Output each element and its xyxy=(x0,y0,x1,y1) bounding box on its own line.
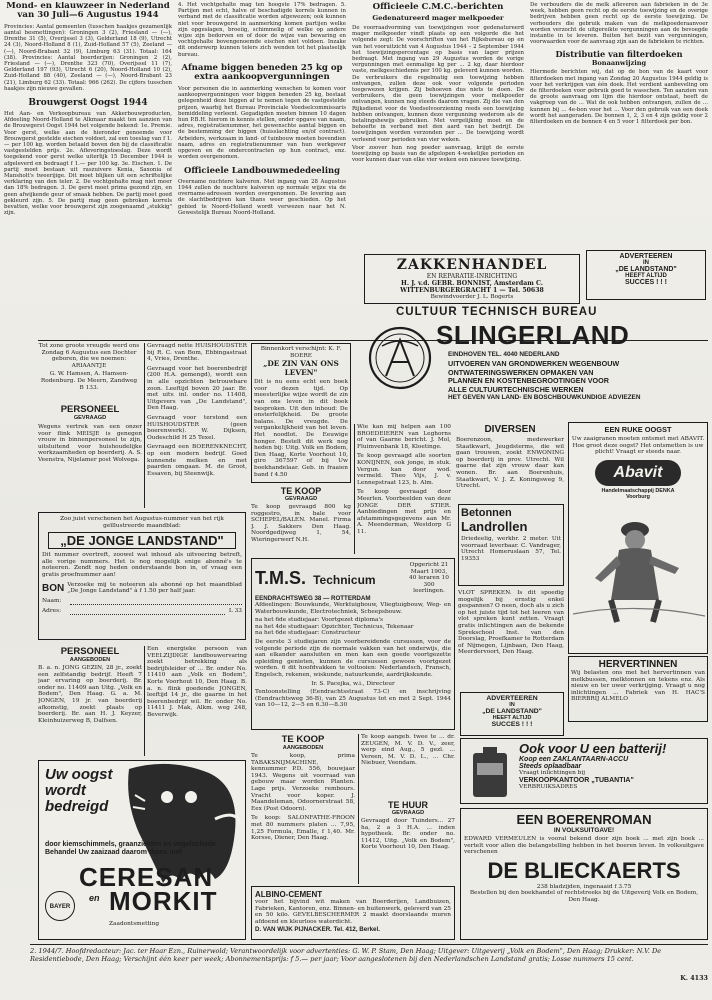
advert-adverteeren-top xyxy=(586,250,706,300)
batterij-title: Ook voor U een batterij! xyxy=(519,741,667,756)
landstand-title: „DE JONGE LANDSTAND" xyxy=(60,533,224,549)
advert-adverteeren-bottom xyxy=(460,692,564,736)
diversen-section xyxy=(456,424,564,502)
article-body-biggen: Voor personen die in aanmerking wenschen te komen voor aankoopvergunningen voor biggen beneden 25 kg, bestaat gelegenheid deze biggen af te nemen tegen de vastgestelde prijzen, waarbij het Bureau Provinciale Voedselcommissaris bemiddeling verleent. Gegadigden moeten binnen 10 dagen hun P.B.H. hierom in kennis stellen, onder opgave van naam, adres, registratienummer, het gewenschte aantal biggen en de bestemming der biggen (huisslachting en/of contract). Arbeiders, werkzaam in land- of tuinbouw moeten bovendien naam, adres en registratienummer van hun werkgever opgeven en de ondercontracten op hun contract, enz. worden overgenomen. xyxy=(178,86,346,161)
column-1 xyxy=(4,2,172,340)
te-koop-item: Te koop gevraagd 800 kg roggestro, in bale voor SCHEPEL/BALEN. Manel. Firma J. J. Sakkers Den Haag. Noordgedijweg 1, 54, Wieringerwerf N.H. xyxy=(251,504,351,543)
advert-jonge-landstand xyxy=(38,512,246,640)
vlot-spreken-text: VLOT SPREKEN. Is dit spoedig mogelijk bij ernstig enkel gespannen? O neen, doch als u zich op het juiste tijd tot het leeren van vlot spreken kunt zetten. Vraagt gratis inlichtingen aan de bekende Sprekschool Inst. van den Doorslag, Proefkamer te Rotterdam of Nijmegen, Lijnbaan, Den Haag, Meerdervoort, Den Haag. xyxy=(458,590,564,656)
tms-afdelingen: Afdeelingen: Bouwkunde, Werktuigbouw, Vliegtuigbouw, Weg- en Waterbouwkunde, Electrotechniek, Scheepsbouw. xyxy=(255,601,451,615)
ceresan-en: en xyxy=(89,893,100,903)
advert-cultuur-technisch-bureau xyxy=(356,306,708,420)
column-3 xyxy=(352,2,524,250)
bon-name-label: Naam: xyxy=(42,597,62,604)
batterij-sub: Koop een ZAKLANTAARN-ACCU xyxy=(519,756,629,763)
article-title-cmc: Officieele C.M.C.-berichten xyxy=(372,2,504,12)
binnenkort-body: Dit is nu eens echt een boek voor dezen tijd. Op meesterlijke wijze wordt de zin van ons leven in dit boek besproken. Uit den inhoud: De onsterfelijkheid. De groote balans. De vreugde. De vergankelijkheid van het leven. Het noodlot. De Eeuwige honger. Bestelt dit werk nog heden bij: Uitg. Volk en Bodem, Den Haag, Korte Voorhout 10, giro 367597 of bij Uw boekhandelaar. Geb. in fraaien band f 4.50 xyxy=(254,379,348,478)
cultuur-line: PLANNEN EN KOSTENBEGROOTINGEN VOOR xyxy=(448,376,609,386)
advert-tms-technicum xyxy=(251,558,455,730)
geboorte-names: G. W. Hamsen, A. Hamsen-Rodenburg. De Meern, Zandweg B 133. xyxy=(40,371,138,391)
abavit-top: EEN RUKE OOGST xyxy=(604,425,672,434)
article-body-cmc: De voorraadvorming van toewijzingen voor gedenatureerd mager melkpoeder vindt plaats op een volgorde die het volgende zegt: De voorschriften van het Rijksbureau op en van het vooruitzicht van 4 Augustus 1944 – 2 September 1944 het toewijzingspercentage op basis van lager prijzen bedraagt. Met ingang van 29 Augustus worden de vorige vergunningen met eenmalige kg per ... 2 kg, daar hierdoor vaste, melkgeschiedenis per 100 kg. geleverd kunnen worden. De verbruikers die regelmatig een toewijzing hebben ontvangen, zullen deze ook voor volgende perioden toegewezen krijgen. Zij behoeven dus niets te doen. De verbruikers, die geen toewijzingen voor melkpoeder ontvangen, kunnen nog steeds daarom vragen. Zij die van den Rijksdienst voor de Voedselvoorziening reeds een toewijzing hebben ontvangen, kunnen deze vergunning wederom als de betalingsbewijs gebruiken. Met vergelijking moet en de behoefte in verband met den aard van het bedrijf. De toewijzingen worden verzonden per ... De toewijzing wordt verleend voor perioden van vier weken. xyxy=(352,25,524,143)
tms-title: T.M.S. xyxy=(255,567,307,588)
landstand-body: Dit nummer overtreft, zoowel wat inhoud als uitvoering betreft, alle vorige nummers. Het is nog mogelijk enige abonné's te noteeren. Zendt nog heden onderstaande bon in, of vraag een gratis proefnummer aan! xyxy=(42,552,242,578)
adverteeren-succes: SUCCES ! ! ! xyxy=(625,279,667,286)
tms-diploma-2: na het 4de studiejaar: Opzichter, Technicus, Tekenaar xyxy=(255,623,414,630)
ceresan-small: Zaadontsmetting xyxy=(109,921,160,927)
cultuur-line: ALLE CULTUURTECHNISCHE WERKEN xyxy=(448,384,584,394)
advert-geboorte xyxy=(38,343,140,401)
abavit-maker: Handelmaatschappij DENKA xyxy=(601,487,675,494)
adverteeren2-heeft-altijd: HEEFT ALTIJD xyxy=(492,715,532,721)
footer-rule xyxy=(30,944,708,945)
advert-hervertinnen xyxy=(568,656,708,722)
konijnen-ad: Te koop gevraagd alle soorten KONIJNEN, ook jonge, in stuk. Vergun. kan door wod. vermeld. Theo Vijs, J. v. Lennepstraat 123, b. Alm. xyxy=(357,453,451,486)
albino-title: ALBINO-CEMENT xyxy=(255,890,323,899)
tms-director: Ir. S. Pacejka, w.i., Directeur xyxy=(311,680,395,687)
article-title-biggen: Afname biggen beneden 25 kg op extra aankoopvergunningen xyxy=(181,62,343,83)
tms-body: De eerste 3 studiejaren zijn voorbereidende cursussen, voor de volgende periode zijn de normale vakken van het onderwijs, die aan elkander aansluiten en men kan een goede voortgezette opleiding genieten, kunnen de cursussen gewoon voortgezet worden. 6 dit hoofdvakken te voltooien: Nederlandsch, Fransch, Engelsch, rekenen, wiskunde, natuurkunde, aardrijkskunde. xyxy=(255,638,451,678)
zakkenhandel-line4: Bewindvoerder J. L. Bogerts xyxy=(430,294,514,300)
betonnen-title: Betonnen xyxy=(461,507,512,519)
zakkenhandel-line3: WITTENBURGERGRACHT 1 — Tel. 50638 xyxy=(400,287,544,294)
article-body-mond-klauwzeer: Provincies: Aantal gemeenten (tusschen haakjes gezamenlijk aantal besmettingen): Groningen 3 (2), Friesland — (—), Drenthe 31 (5), Overijssel 3 (3), Gelderland 18 (9), Utrecht 24 (3), Noord-Holland 8 (1), Zuid-Holland 57 (5), Zeeland — (—), Noord-Brabant 32 (9), Limburg 63 (31). Totaal: 164 (38). Provincies: Aantal boerderijen: Groningen 2 (2), Friesland — (—), Drenthe 323 (70), Overijssel 11 (7), Gelderland 197 (93), Utrecht 6 (20), Noord-Holland 10 (2), Zuid-Holland 88 (40), Zeeland — (—), Noord-Brabant 23 (21), Limburg 62 (33). Totaal: 966 (262). De cijfers tusschen haakjes zijn nieuwe gevallen. xyxy=(4,23,172,92)
cultuur-sub: EINDHOVEN TEL. 4040 NEDERLAND xyxy=(448,351,560,358)
article-body-cmc-cont: De verbouders die de melk afleveren aan fabrieken in de 3e week, hebben geen recht op de eerste toewijzing en de overige bedrijven hebben geen recht op de eerste toewijzing. De verbouders die gebruik maken van de melkpoederaanvoer worden verzocht de uitgereikte vergunningen aan de bevoegde instantie in te leveren. Buiten het bezit van vergunningen, voorwaarden voor de aanvraag zijn aan de fabrieken te richten. xyxy=(530,2,708,46)
adverteeren-landstand: „DE LANDSTAND" xyxy=(615,266,677,273)
adverteeren2-landstand: „DE LANDSTAND" xyxy=(482,708,542,715)
bon-code: L 33 xyxy=(228,607,242,614)
article-title-filterdoeken: Distributie van filterdoeken xyxy=(555,49,683,60)
ceresan-copy xyxy=(45,841,241,857)
te-huur-title: TE HUUR xyxy=(388,800,428,810)
binnenkort-head: Binnenkort verschijnt: K. F. BOERE xyxy=(260,346,342,359)
col-divider xyxy=(144,343,145,508)
cultuur-lines xyxy=(448,360,708,403)
tms-diploma-1: na het 6de studiejaar: Voortgezet diploma's xyxy=(255,617,384,624)
article-body-landbouwmededeeling: Overname nuchtere kalveren. Met ingang van 28 Augustus 1944 zullen de nuchtere kalveren op normale wijze via de overname-adressen worden overgenomen. De levering aan de slachtbedrijven kan thans weer geschieden. Op het gebied te Noord-Holland wordt verwezen naar het N. Gewestelijk Bureau Noord-Holland. xyxy=(178,178,346,216)
personeel-aangeboden xyxy=(38,646,142,756)
boerenroman-title: EEN BOERENROMAN xyxy=(516,812,652,827)
batterij-name: VERKOOPKANTOOR „TUBANTIA" xyxy=(519,776,634,784)
article-title-brouwgerst: Brouwgerst Oogst 1944 xyxy=(28,98,148,109)
logo-circle xyxy=(370,328,430,388)
personeel2-text2: Een energieke persoon van VEELZIJDIGE landbouwervaring zoekt betrekking als bedrijfsleider of ... Br. onder No. 11410 aan „Volk en Bodem", Korte Voorhout 10, Den Haag. B. a. n. flink goedende JONGEN, leeftijd 14 jr., die gaarne in het boerenbedrijf wil. Br. onder No. 11411 J. Mak, Alkm. weg 248, Beverwijk. xyxy=(147,646,247,718)
cultuur-line: UITVOEREN VAN GRONDWERKEN WEGENBOUW xyxy=(448,359,620,368)
te-koop2-sub: AANGEBODEN xyxy=(282,745,324,751)
personeel2-sub: AANGEBODEN xyxy=(69,657,111,663)
betonnen-text: Driedeelig, werkbr. 2 meter. Uit voorraad leverbaar. C. Vandrager, Utrecht Homeruslaan 57, Tel. 19353 xyxy=(461,536,561,562)
column-2 xyxy=(178,2,346,334)
adverteeren2-succes: SUCCES ! ! ! xyxy=(491,721,533,728)
article-body-brouwgerst: Het Aan- en Verkoopbureau van Akkerbouwproducten, Afdeeling Noord-Holland te Alkmaar maakt ten aanzien van de Brouwgerst Oogst 1944 het volgende bekend: 1e. Premie. Voor gerst, welke aan de hieronder genoemde voor Brouwgerst gestelde eischen voldoet, zal een toeslag van f 1.— per 100 kg. worden betaald boven den bij de classificatie vastgestelden prijs. 2e. Afleveringstoeslag. Deze wordt toegekend voor gerst welke uiterlijk 15 December 1944 is afgeleverd en bedraagt f 1.— per 100 kg. 3e. Eischen. 1. De partij moet bestaan uit raszuivere Kenia, Saxonia of Mansholt's tweerijige. Dit moet blijken uit een schriftelijke verklaring van den teler. 2. De vochtgehalte mag niet meer dan 18% bedragen. 3. De gerst moet prima gezond zijn, en geen afwijkende geur of smaak hebben. De partij moet goed gekleurd zijn. 5. De partij mag geen gebroken korrels bevatten, welke voor brouwgerst zijn zoogenaamd „stukkig" zijn. xyxy=(4,111,172,217)
col-divider-2 xyxy=(354,424,355,554)
personeel-sub: GEVRAAGD xyxy=(73,415,107,421)
boerenroman-text: EDWARD VERMEULEN is vooral bekend door zijn boek ... met zijn boek ... vertelt voor allen die belangstelling hebben in het boeren leven. In volksuitgave verschenen xyxy=(464,836,704,856)
personeel-text: Wegens vertrek van een onzer voor flink MEISJE is genegen vrouw in binnenpersoneel te zijn, uitsluitend voor huishoudelijke werkzaamheden op boerderij. A. S. Veenstra, Nijelamer post Wolvega. xyxy=(38,424,142,463)
tms-diploma-3: na het 6de studiejaar: Constructeur xyxy=(255,630,361,637)
zakkenhandel-title: ZAKKENHANDEL xyxy=(396,257,548,273)
hervertinnen-title: HERVERTINNEN xyxy=(598,659,678,670)
morkit-brand: MORKIT xyxy=(109,886,218,916)
boerenroman-order: Bestellen bij den boekhandel of rechtstreeks bij de Uitgeverij Volk en Bodem, Den Haag. xyxy=(469,890,699,903)
abavit-brand-badge xyxy=(595,460,681,486)
advert-huishoudster xyxy=(147,343,247,509)
personeel-aangeboden-2 xyxy=(147,646,247,756)
bon-label: BON xyxy=(42,582,65,594)
broedeieren-ad: Wie kan mij helpen aan 100 BROEDEIEREN van Leghorns of van Gaarne bericht. J. Mol, Fluimvenbank 18, Kloetinge. xyxy=(357,424,451,450)
advert-batterij xyxy=(460,738,708,804)
ceresan-line2: door kiemschimmels, graanziekten en vogelschade xyxy=(45,841,216,848)
hervertinnen-text: Wij belasten ons met het hervertinnen van melkbussen, melktonnen en tekens enz. Als nieuw en ter uwer verkrijging. Vraagt u nog inlichtingen ... Fabriek van H. HAC'S BIERBRIJ ALMELO xyxy=(571,670,705,703)
abavit-city: Voorburg xyxy=(626,493,650,500)
diversen-text: Boerenzoon, medewerker Staatkwart, Jeugdsterms, die wil gaan trouwen, zoekt ENWONING op boerderij in prov. Utrecht. Wil gaarne dat zijn vrouw daar kan wonen. Br. aan Boerenhuis, Staatkwart, V. J. Z. Koningsweg 9, Utrecht. xyxy=(456,437,564,490)
adverteeren2-in: IN xyxy=(509,702,515,708)
cultuur-arc-title: CULTUUR TECHNISCH BUREAU xyxy=(396,306,598,318)
article-subtitle-filterdoeken: Bonaanwijzing xyxy=(591,59,647,68)
tms-address: EENDRACHTSWEG 38 — ROTTERDAM xyxy=(255,594,371,602)
page-code: K. 4133 xyxy=(680,974,708,982)
farmer-sowing-illustration xyxy=(571,504,705,624)
cultuur-name: SLINGERLAND xyxy=(436,320,630,350)
tms-footer: Tentoonstelling (Eendrachtsstraat 73-C) en inschrijving (Eendrachtsweg 36-B), van 25 Augustus tot en met 2 Sept. 1944 van 10—12, 2—5 en 6.30—8.30 xyxy=(255,689,451,709)
te-koop-aangeboden xyxy=(251,734,355,884)
boerenroman-book: DE BLIECKAERTS xyxy=(487,857,681,883)
advert-abavit xyxy=(568,422,708,654)
te-huur-sub: GEVRAAGD xyxy=(391,810,425,816)
bon-address-label: Adres: xyxy=(42,607,62,614)
col-divider-3 xyxy=(144,646,145,756)
boerenroman-pages: 238 bladzijden, ingenaaid f 3.75 xyxy=(536,883,632,890)
advert-zin-van-ons-leven xyxy=(251,343,351,483)
mid-ad-3: Gevraagd voor terstond een HUISHOUDSTER (geen boerenwerk). W. Dijksen, Oudeschild H 25 Texel. xyxy=(147,414,247,441)
cultuur-line: ONTWATERINGSWERKEN OPMAKEN VAN xyxy=(448,367,594,377)
batterij-addr: VERBRUIKSADRES xyxy=(519,783,578,790)
albino-firm: D. VAN WIJK PIJNACKER. Tel. 412, Berkel. xyxy=(255,926,380,934)
geboorte-text: Tot zone groote vreugde werd ons Zondag 6 Augustus een Dochter geboren, die we noemen: ARIAANTJE xyxy=(38,343,140,369)
article-title-landbouwmededeeling: Officieele Landbouwmededeeling xyxy=(184,165,340,176)
adverteeren-heeft-altijd: HEEFT ALTIJD xyxy=(625,273,667,279)
binnenkort-title: „DE ZIN VAN ONS LEVEN" xyxy=(263,359,339,378)
abavit-brand: Abavit xyxy=(613,463,663,481)
advert-albino-cement xyxy=(251,886,455,940)
colophon: 2. 1944/7. Hoofdredacteur: Jac. ter Haar Ezn., Ruinerwold; Verantwoordelijk voor advertenties: G. W. P. Stam, Den Haag; Uitgever: Uitgeverij „Volk en Bodem", Den Haag; Drukker: N.V. De Residentiebode, Den Haag; Verschijnt één keer per week; Abonnementsprijs: f 5.— per jaar; Voor aangeslotenen bij den Nederlandschen Landstand gratis; Losse nummers 15 cent. xyxy=(30,947,662,964)
article-subtitle-cmc: Gedenatureerd mager melkpoeder xyxy=(372,14,504,22)
te-huur-text: Gevraagd door Tuinders... 27 ha, 2 a 3 H.A. ... inden hypotheek. Br. onder no. 11412, Uitg. „Volk en Bodem", Korte Voorhout 10, Den Haag. xyxy=(361,818,455,851)
te-koop2-item-3: Te koop aangeb. twee te ... dr. ZEUGEN, M. V. D. V., zeer, werp eind Aug., 5 gezl. ... Vereen, M. V. D. L., ... Chr. Niebuer, Veendam. xyxy=(361,734,455,767)
mid-ad-4: Gevraagd een BOERENKNECHT, op een modern bedrijf. Goed kunnende melken en met paarden omgaan. M. de Groot, Essaven, bij Steenwijk. xyxy=(147,444,247,477)
adverteeren-line: ADVERTEEREN xyxy=(619,253,673,260)
boerenroman-sub: IN VOLKSUITGAVE! xyxy=(553,827,615,834)
te-huur-gevraagd xyxy=(361,800,455,884)
advert-zakkenhandel xyxy=(364,254,580,304)
ceresan-headline: Uw oogst wordt bedreigd xyxy=(45,766,113,815)
col-divider-4 xyxy=(358,734,359,884)
te-koop2-title: TE KOOP xyxy=(281,734,325,745)
personeel-title: PERSONEEL xyxy=(60,404,120,415)
te-koop-aangeboden-2 xyxy=(361,734,455,798)
mid-ad-1: Gevraagd nette HUISHOUDSTER bij R. C. van Bom, Ebbingastraat 4, Vries, Drenthe. xyxy=(147,343,247,363)
column-4 xyxy=(530,2,708,252)
article-title-mond-klauwzeer: Mond- en klauwzeer in Nederland van 30 Juli—6 Augustus 1944 xyxy=(6,2,170,21)
adverteeren2-line: ADVERTEEREN xyxy=(486,695,538,702)
bon-name-field[interactable] xyxy=(70,598,242,605)
te-koop-title: TE KOOP xyxy=(280,486,322,496)
article-body-filterdoeken: Hiermede berichten wij, dat op de bon van de kaart voor filterdoeken met ingang van Zondag 20 Augustus 1944 geldig is voor het verkrijgen van één doek. Het verdient aanbeveling om de filterdoeken voor gebruik goed te wasschen. Ten aanzien van de groote aanvraag om lijm die hierdoor ontstaat, heeft de vakgroep van de ... Wat de ook hebben ontvangen, zullen de ... kunnen bij ... 4e-bon voor het ... Voor den gebruik van een doek wordt het aangeraden. De bonnen 1, 2, 3 en 4 zijn geldig voor 2 filterdoeken en de bonnen 4 en 5 voor 1 filterdoek per bon. xyxy=(530,69,708,126)
bayer-cross-logo xyxy=(45,891,75,921)
te-koop2-item-1: Te koop, prima TABAKSNIJMACHINE, kennummer P.D. 556, bouwjaar 1943. Wegens uit voorraad van gebouw maar worden Planten. Lage prijs. Verzoeke rembours. Vracht voor koper. J. Maandeleman, Odoornerstraat 58, Eex (Post Odoorn). xyxy=(251,753,355,812)
tms-founded: Opgericht 21 Maart 1903, 40 leraren 10 300 leerlingen. xyxy=(409,562,449,595)
personeel2-text: B. a. n. JONG GEZIN, 28 jr., zoekt een zelfstandig bedrijf. Heeft 7 jaar ervaring op boerderij. Br. onder no. 11409 aan Uitg. „Volk en Bodem", Den Haag. G. a. M. JONGEN, 19 jr. van boerderij afkomstig, zoekt plaats op boerderij. Br. aan H. J. Keyzer, Kleinhuizerweg B, Dalfsen. xyxy=(38,665,142,724)
mid-ad-2: Gevraagd voor het boerenbedrijf (200 H.A. gemengd), wordt een in alle opzichten betrouwbare zoon. Leeftijd boven 20 jaar. Br. met uitv. inl. onder no. 11408, Uitgevers van „De Landstand", Den Haag. xyxy=(147,365,247,412)
adverteeren-in: IN xyxy=(643,260,649,266)
advert-vlot-spreken xyxy=(458,590,564,688)
advert-boerenroman xyxy=(460,808,708,940)
advert-landrollen xyxy=(458,504,564,586)
albino-body: voor het bijvind wit maken van Boerderijen, Landbuizen, Fabrieken, Kantoren, enz. Binnen- en buitenwerk, geleverd van 25 en 50 kilo. GEVELBESCHERMER 2 maakt doorslaande muren afdoend en kleurloos waterdicht. xyxy=(255,899,451,925)
te-koop-gevraagd xyxy=(251,486,351,554)
personeel2-title: PERSONEEL xyxy=(60,646,120,657)
ceresan-line3: Behandel Uw zaaizaad daarom thans met xyxy=(45,849,182,856)
batterij-sub2: Steeds oplaadbaar xyxy=(519,763,582,770)
te-koop2-item-2: Te koop: SALONFATHE-FROON met 80 nummers platen ... 7,95, 1,25 Formula, Emalle, f 1,40. Mr. Korsse, Diener, Den Haag. xyxy=(251,815,355,842)
article-body-cmc-2: Voor zoover hun nog poeder aanvraag, krijgt de eerste toewijzing op basis van de afgelopen 4-wekelijke perioden en voor kunnen daar van elke vier weken een nieuwe toewijzing. xyxy=(352,144,524,164)
advert-ceresan-morkit xyxy=(38,760,246,940)
bayer-label: BAYER xyxy=(49,904,71,910)
battery-icon xyxy=(465,743,515,801)
cultuur-line: HET GEVEN VAN LAND- EN BOSCHBOUWKUNDIGE ADVIEZEN xyxy=(448,394,641,402)
bon-text: Verzoeke mij te noteeren als abonné op het maandblad „De Jonge Landstand" à f 1.50 per half jaar. xyxy=(67,581,242,595)
landstand-intro: Zoo juist verschenen het Augustus-nummer van het rijk geïllustreerde maandblad: xyxy=(60,516,224,529)
zakkenhandel-line1: EN REPARATIE-INRICHTING xyxy=(426,273,518,280)
betonnen-title2: Landrollen xyxy=(461,519,528,534)
stier-ad: Te koop gevraagd door Meerlen. Voorbeelden van deze JONGE DER STIER. Aanbiedingen met prijs en afstammingsgegevens aan Mr. A. Meenderman, Westdorp G 11. xyxy=(357,489,451,535)
bon-address-field[interactable] xyxy=(70,608,225,615)
abavit-text: Uw zaaigranen moeten ontsmet met ABAVIT. Hoe groot deze oogst? Het ontsmetten is uw plicht! Vraagt er steeds naar. xyxy=(571,436,705,456)
personeel-gevraagd xyxy=(38,404,142,508)
batterij-sub3: Vraagt inlichtingen bij xyxy=(519,770,586,776)
tms-title2: Technicum xyxy=(313,572,376,587)
advert-broedeieren xyxy=(357,424,451,552)
diversen-title: DIVERSEN xyxy=(484,424,536,435)
te-koop-sub: GEVRAAGD xyxy=(284,496,318,502)
zakkenhandel-line2: H. J. v.d. GEBR. BONNIST, Amsterdam C. xyxy=(401,280,543,287)
article-body-brouwgerst-cont: 4. Het vochtgehalte mag ten hoogste 17% bedragen. 5. Partijen met echt, halve of beschadigde korrels kunnen in verband met de classificatie worden afgewezen; ook kunnen niet voor brouwgerst in aanmerking komen partijen welke zijn opgeslagen, broeiig, schimmelig of welke op andere wijze zijn bedorven en of door de wijze van bewaring en vochtgehalte bovengenoemde eischen niet voldoen. Inzake dit onderwerp kunnen telers zich wenden tot het plaatselijk bureau. xyxy=(178,2,346,58)
ceresan-brand: CERESAN xyxy=(79,862,214,892)
